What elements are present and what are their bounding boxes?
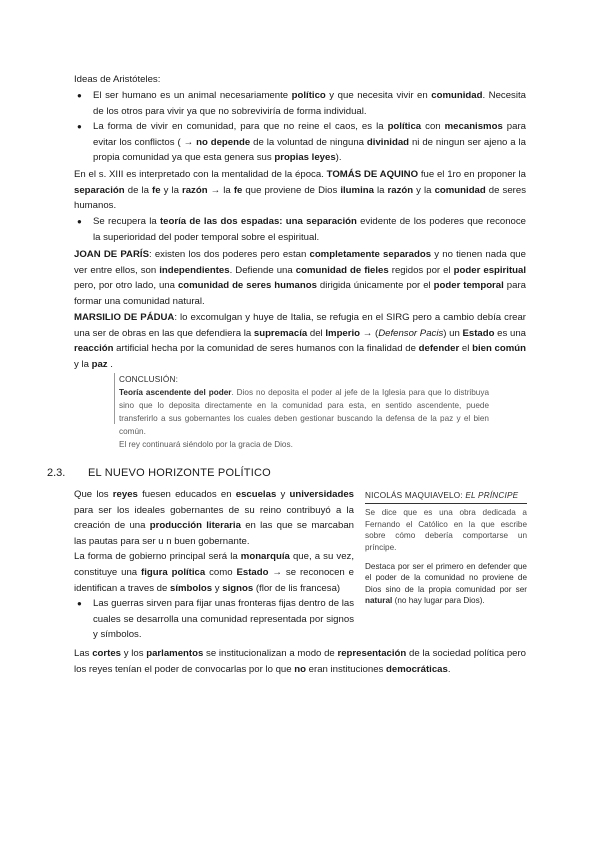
aristotle-bullet-list [74, 88, 526, 166]
espadas-bullet-list [74, 214, 526, 245]
sidebar-paragraph-1: Se dice que es una obra dedicada a Fernando el Católico en la que escribe sobre cómo debería comportarse un príncipe. [365, 508, 527, 552]
list-item: ● Se recupera la teoría de las dos espadas: una separación evidente de los poderes que reconoce la superioridad del poder temporal sobre el espiritual. [74, 214, 526, 245]
section-number: 2.3. [47, 467, 66, 479]
list-item: ● La forma de vivir en comunidad, para que no reine el caos, es la política con mecanismos para evitar los conflictos ( → no depende de la voluntad de ninguna divinidad ni de ningun ser ajeno a la propia comunidad ya que esta genera sus propias leyes). [74, 119, 526, 166]
list-item: ● El ser humano es un animal necesariamente político y que necesita vivir en comunidad. Necesita de los otros para vivir ya que no sobreviviría de forma individual. [74, 88, 526, 119]
paragraph-cortes: Las cortes y los parlamentos se institucionalizan a modo de representación de la sociedad política pero los reyes tenían el poder de convocarlas por lo que no eran instituciones democráticas. [74, 648, 527, 675]
sidebar-title: NICOLÁS MAQUIAVELO: EL PRÍNCIPE [365, 490, 527, 504]
guerras-bullet-list [74, 596, 354, 643]
sidebar-maquiavelo [365, 490, 527, 607]
paragraph-tomas-aquino: En el s. XIII es interpretado con la mentalidad de la época. TOMÁS DE AQUINO fue el 1ro en proponer la separación de la fe y la razón → la fe que proviene de Dios ilumina la razón y la comunidad de seres humanos. [74, 169, 527, 212]
conclusion-text: Teoría ascendente del poder. Dios no deposita el poder al jefe de la Iglesia para que lo distribuya sino que lo deposita directamente en la comunidad para esta, en sentido ascendente, puede transferirlo a sus gobernantes los cuales deben gestionar buscando la defensa de la paz y el bien común. [119, 388, 489, 436]
sidebar-paragraph-2: Destaca por ser el primero en defender que el poder de la comunidad no proviene de Dios sino de la propia comunidad por ser natural (no hay lugar para Dios). [365, 562, 527, 606]
conclusion-box [114, 373, 489, 449]
paragraph-gobierno: La forma de gobierno principal será la monarquía que, a su vez, constituye una figura política como Estado → se reconocen e identifican a traves de símbolos y signos (flor de lis francesa) [74, 551, 354, 594]
conclusion-last: El rey continuará siéndolo por la gracia de Dios. [119, 440, 293, 449]
paragraph-joan-de-paris: JOAN DE PARÍS: existen los dos poderes pero estan completamente separados y no tienen nada que ver entre ellos, son independientes. Defiende una comunidad de fieles regidos por el poder espiritual pero, por otro lado, una comunidad de seres humanos dirigida únicamente por el poder temporal para formar una comunidad natural. [74, 249, 527, 307]
section-title: EL NUEVO HORIZONTE POLÍTICO [88, 467, 271, 479]
left-column [74, 487, 354, 643]
conclusion-title: CONCLUSIÓN: [119, 375, 179, 384]
ideas-title: Ideas de Aristóteles: [74, 74, 161, 85]
paragraph-marsilio-de-padua: MARSILIO DE PÁDUA: lo excomulgan y huye de Italia, se refugia en el SIRG pero a cambio debía crear una ser de obras en las que defendiera la supremacía del Imperio → (Defensor Pacis) un Estado es una reacción artificial hecha por la comunidad de seres humanos con la finalidad de defender el bien común y la paz . [74, 312, 527, 370]
list-item: ● Las guerras sirven para fijar unas fronteras fijas dentro de las cuales se desarrolla una comunidad representada por signos y símbolos. [74, 596, 354, 643]
paragraph-reyes: Que los reyes fuesen educados en escuelas y universidades para ser los ideales gobernantes de su reino contribuyó a la creación de una producción literaria en las que se marcaban las pautas para ser u n buen gobernante. [74, 489, 354, 547]
